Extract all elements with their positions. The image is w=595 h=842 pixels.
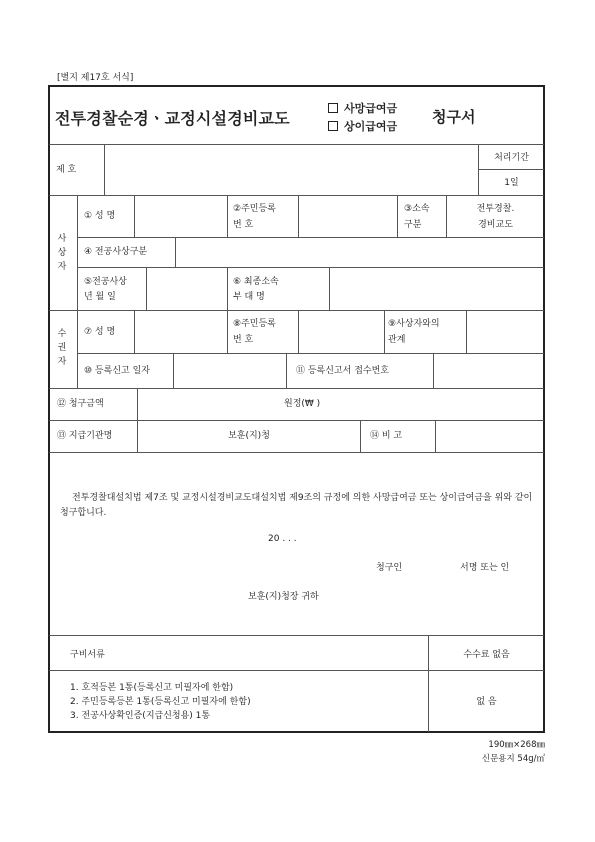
claimant-id-field[interactable]: [299, 311, 383, 353]
claim-amount-label: ⑫ 청구금액: [57, 399, 104, 409]
injury-date-field[interactable]: [147, 268, 226, 310]
rule: [49, 195, 544, 196]
registration-date-label: ⑩ 등록신고 일자: [84, 366, 150, 376]
claimant-id-label-1: ⑧주민등록: [233, 319, 276, 329]
rule: [286, 354, 287, 388]
deceased-id-label-2: 번 호: [233, 220, 254, 230]
deceased-section-label: [55, 232, 69, 274]
section-char: 수: [57, 329, 67, 339]
paper-type: 신문용지 54g/㎡: [481, 754, 545, 764]
rule: [227, 311, 228, 353]
affiliation-value-1: 전투경찰.: [476, 204, 515, 214]
number-label: 제 호: [56, 165, 77, 175]
deceased-name-field[interactable]: [135, 196, 226, 237]
relation-label-2: 관계: [388, 335, 406, 345]
payment-agency-label: ⑬ 지급기관명: [57, 431, 113, 441]
deceased-name-label: ① 성 명: [84, 211, 116, 221]
injury-date-label-2: 년 월 일: [84, 292, 116, 302]
number-field[interactable]: [105, 145, 477, 195]
rule: [227, 196, 228, 237]
document-item: 3. 전공사상확인증(지급신청용) 1통: [70, 711, 211, 721]
option-injury-benefit[interactable]: [328, 118, 397, 134]
final-unit-label-2: 부 대 명: [233, 292, 265, 302]
document-item: 1. 호적등본 1통(등록신고 미필자에 한함): [70, 683, 234, 693]
signature-or-seal-label[interactable]: 서명 또는 인: [460, 563, 510, 573]
registration-number-field[interactable]: [434, 354, 544, 388]
affiliation-value-2: 경비교도: [478, 220, 513, 230]
rule: [360, 421, 361, 452]
affiliation-label-2: 구분: [404, 220, 422, 230]
rule: [227, 268, 228, 310]
form-title: 전투경찰순경ㆍ교정시설경비교도: [55, 109, 290, 128]
claimant-name-label: ⑦ 성 명: [84, 327, 116, 337]
rule: [49, 452, 544, 453]
payment-agency-value: 보훈(지)청: [228, 431, 270, 441]
remark-label: ⑭ 비 고: [370, 431, 403, 441]
document-item: 2. 주민등록등본 1통(등록신고 미필자에 한함): [70, 697, 251, 707]
rule: [49, 635, 544, 636]
documents-label: 구비서류: [70, 650, 105, 660]
option-label: 사망급여금: [344, 102, 398, 115]
final-unit-field[interactable]: [330, 268, 544, 310]
rule: [478, 169, 544, 170]
claimant-id-label-2: 번 호: [233, 335, 254, 345]
rule: [384, 311, 385, 353]
claimant-section-label: [55, 327, 69, 369]
rule: [49, 388, 544, 389]
section-char: 상: [57, 248, 67, 258]
claim-date[interactable]: 20 . . .: [268, 534, 297, 544]
checkbox-icon[interactable]: [328, 103, 338, 113]
section-char: 자: [57, 357, 67, 367]
fee-value: 없 음: [476, 697, 497, 707]
paper-size: 190㎜×268㎜: [488, 740, 545, 750]
form-label: [별지 제17호 서식]: [57, 73, 134, 83]
rule: [49, 670, 544, 671]
section-char: 자: [57, 262, 67, 272]
injury-type-label: ④ 전공사상구분: [84, 247, 148, 257]
section-char: 사: [57, 234, 67, 244]
claim-amount-value[interactable]: 원정(₩ ): [284, 399, 321, 409]
statement-text: 전투경찰대설치법 제7조 및 교정시설경비교도대설치법 제9조의 규정에 의한 사망급여금 또는 상이급여금을 위와 같이 청구합니다.: [60, 493, 533, 518]
rule: [137, 389, 138, 420]
affiliation-label-1: ③소속: [404, 204, 430, 214]
rule: [77, 196, 78, 388]
deceased-id-label-1: ②주민등록: [233, 204, 276, 214]
remark-field[interactable]: [436, 421, 544, 452]
checkbox-icon[interactable]: [328, 121, 338, 131]
injury-date-label-1: ⑤전공사상: [84, 277, 127, 287]
claimant-signature-label: 청구인: [376, 563, 403, 573]
fee-label: 수수료 없음: [463, 650, 510, 660]
form-title-suffix: 청구서: [432, 108, 476, 126]
registration-date-field[interactable]: [174, 354, 285, 388]
option-label: 상이급여금: [344, 120, 398, 133]
option-death-benefit[interactable]: [328, 100, 397, 116]
section-char: 권: [57, 343, 67, 353]
deceased-id-field[interactable]: [299, 196, 396, 237]
relation-label-1: ⑨사상자와의: [388, 319, 440, 329]
relation-field[interactable]: [467, 311, 544, 353]
injury-type-field[interactable]: [176, 238, 544, 267]
processing-period-label: 처리기간: [494, 153, 529, 163]
registration-number-label: ⑪ 등록신고서 접수번호: [296, 366, 389, 376]
rule: [397, 196, 398, 237]
claimant-name-field[interactable]: [135, 311, 226, 353]
addressee: 보훈(지)청장 귀하: [248, 592, 319, 602]
final-unit-label-1: ⑥ 최종소속: [233, 277, 279, 287]
processing-period-value: 1일: [504, 178, 519, 188]
